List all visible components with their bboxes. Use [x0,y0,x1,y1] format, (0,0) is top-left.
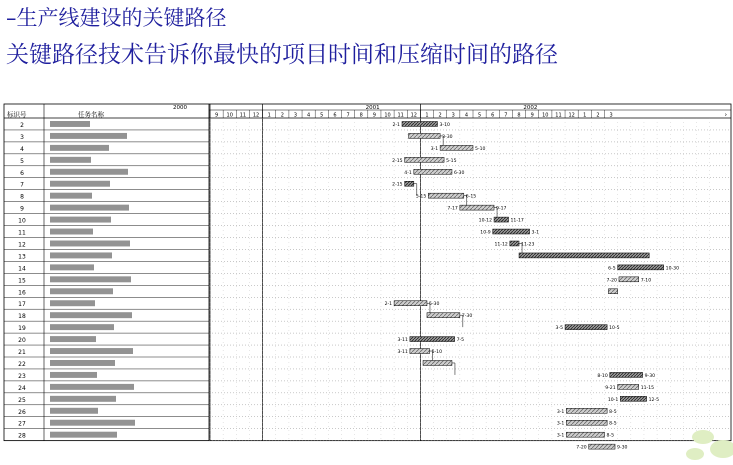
month-label: 10 [384,112,391,119]
task-name-blur [50,133,127,139]
task-name-blur [50,372,97,378]
bar-start-label: 3-1 [430,146,439,152]
task-name-blur [50,276,131,282]
row-id: 10 [18,217,26,225]
task-name-blur [50,193,92,199]
row-id: 16 [18,289,26,297]
month-label: 11 [239,112,247,119]
row-id: 14 [18,265,26,273]
row-id: 5 [20,157,24,165]
row-id: 20 [18,337,26,345]
bar-end-label: 11-23 [521,242,535,248]
bar-end-label: 5-30 [428,302,440,308]
decor-blob [710,440,733,458]
bar-end-label: 7-30 [461,314,473,320]
task-bar [410,349,430,354]
row-id: 26 [18,408,26,416]
bar-end-label: 3-10 [439,122,450,128]
task-name-blur [50,324,114,330]
month-label: 12 [410,112,418,119]
bar-end-label: 9-17 [496,206,507,212]
task-name-blur [50,181,110,187]
month-label: 8 [517,112,521,119]
bar-end-label: 3-1 [531,230,540,236]
task-name-blur [50,384,134,390]
row-id: 21 [18,349,26,356]
task-name-blur [50,336,96,342]
month-label: 9 [530,112,534,119]
bar-start-label: 3-5 [555,326,564,332]
month-label: 3 [451,112,455,119]
task-name-blur [50,121,90,127]
bar-end-label: 9-30 [617,445,628,451]
bar-end-label: 7-10 [640,278,652,284]
month-label: 11 [397,112,404,119]
task-bar [493,229,530,234]
row-id: 24 [18,384,26,392]
bar-start-label: 4-1 [404,170,412,176]
bar-end-label: 5-15 [446,158,457,164]
month-label: 9 [372,112,376,119]
bar-start-label: 9-21 [605,385,616,391]
task-bar [405,157,444,162]
task-name-blur [50,312,132,318]
task-bar [618,265,664,270]
task-bar [410,337,455,342]
row-id: 19 [18,325,26,333]
bar-end-label: 12-5 [648,397,660,403]
bar-start-label: 5-15 [415,194,427,200]
month-label: 12 [568,112,575,119]
bar-end-label: 6-15 [465,194,477,200]
task-name-blur [50,264,94,270]
bar-start-label: 7-20 [576,445,587,451]
bar-end-label: 10-5 [609,326,620,332]
task-bar [566,408,607,413]
task-bar [589,444,615,449]
row-id: 12 [18,241,26,249]
bar-end-label: 6-30 [453,170,465,176]
row-id: 7 [20,181,24,189]
task-name-blur [50,408,98,414]
month-label: 7 [504,112,508,119]
bar-start-label: 7-17 [447,206,458,212]
task-bar [566,432,604,437]
column-header-id: 标识号 [7,110,27,119]
task-bar [460,205,494,210]
task-name-blur [50,169,128,175]
month-label: 10 [542,112,549,119]
bar-end-label: 8-5 [606,433,615,439]
task-name-blur [50,145,109,151]
task-name-blur [50,288,113,294]
bar-start-label: 10-12 [478,218,493,224]
task-bar [510,241,519,246]
year-label: 2000 [173,105,187,112]
task-name-blur [50,217,111,223]
task-name-blur [50,157,91,163]
task-bar [566,420,607,425]
bar-start-label: 8-10 [597,373,608,379]
row-id: 28 [18,432,26,440]
row-id: 11 [18,229,26,237]
bar-end-label: 11-17 [510,218,524,224]
task-name-blur [50,348,133,354]
row-id: 18 [18,313,26,321]
task-bar [618,384,639,389]
month-label: 10 [226,112,233,119]
task-bar [610,372,643,377]
bar-end-label: 9-30 [644,373,656,379]
month-label: 2 [596,112,600,119]
month-label: 4 [307,112,311,119]
bar-end-label: 7-5 [456,338,465,344]
task-bar [405,181,414,186]
bar-end-label: 8-5 [609,409,617,415]
row-id: 15 [18,277,26,285]
task-bar [565,325,607,330]
task-bar [619,277,639,282]
task-bar [428,193,464,198]
task-name-blur [50,205,129,211]
month-label: 3 [609,112,613,119]
row-id: 2 [20,121,24,129]
gantt-frame [4,104,731,441]
bar-start-label: 3-1 [556,433,565,439]
month-label: 7 [346,112,350,119]
task-bar [620,396,646,401]
bar-start-label: 3-11 [397,350,408,355]
row-id: 23 [18,372,26,380]
task-bar [427,313,460,318]
month-label: 3 [293,112,298,119]
month-label: 2 [438,112,442,119]
bar-start-label: 2-1 [392,122,400,128]
task-bar [608,289,617,294]
task-name-blur [50,360,115,366]
row-id: 27 [18,420,26,428]
month-label: 12 [252,112,260,119]
task-name-blur [50,420,135,426]
month-label: 5 [477,112,482,119]
bar-start-label: 2-1 [384,302,393,308]
bar-end-label: 11-15 [640,385,655,391]
bar-end-label: 5-10 [475,146,486,152]
row-id: 25 [18,396,26,404]
task-name-blur [50,396,116,402]
bar-start-label: 2-15 [392,182,403,188]
bar-start-label: 2-15 [392,158,403,164]
row-id: 3 [20,133,24,141]
row-id: 4 [20,145,24,153]
month-label: 1 [267,112,271,119]
task-name-blur [50,300,95,306]
year-label: 2002 [523,105,538,112]
month-label: 11 [555,112,562,119]
month-label: 2 [280,112,284,119]
bar-end-label: 10-30 [665,266,680,272]
task-name-blur [50,252,112,258]
decor-blob [686,448,704,460]
row-id: 9 [20,205,24,213]
month-label: 1 [583,112,587,119]
slide-subtitle: 关键路径技术告诉你最快的项目时间和压缩时间的路径 [6,42,558,68]
year-label: 2001 [365,105,380,112]
month-label: 5 [320,112,324,119]
month-label: 8 [359,112,363,119]
month-label: 6 [333,112,337,119]
bar-start-label: 10-9 [480,230,491,236]
bar-end-label: 5-10 [431,350,443,355]
slide-title: –生产线建设的关键路径 [6,6,227,30]
column-header-task: 任务名称 [78,110,104,119]
task-bar [409,133,441,138]
scroll-arrow: › [724,111,727,119]
row-id: 17 [18,301,26,309]
row-id: 22 [18,360,26,368]
month-label: 9 [214,112,219,119]
bar-start-label: 10-1 [607,397,619,403]
month-label: 1 [425,112,429,119]
task-bar [394,301,427,306]
task-bar [440,145,473,150]
row-id: 13 [18,253,26,261]
decor-blob [692,430,714,444]
month-label: 4 [464,112,469,119]
bar-end-label: 8-5 [609,421,617,427]
row-id: 8 [20,193,24,201]
task-name-blur [50,229,93,235]
bar-start-label: 3-1 [556,409,565,415]
task-name-blur [50,432,117,438]
task-bar [519,253,649,258]
bar-start-label: 11-12 [494,242,508,248]
task-bar [494,217,508,222]
bar-start-label: 6-5 [608,266,616,272]
bar-start-label: 3-11 [397,338,408,344]
bar-end-label: 3-30 [442,134,453,140]
bar-start-label: 7-20 [606,278,617,284]
task-bar [402,122,438,127]
task-bar [414,169,452,174]
row-id: 6 [20,169,24,177]
bar-start-label: 3-1 [556,421,565,427]
task-name-blur [50,241,130,247]
task-bar [423,361,452,366]
month-label: 6 [491,112,495,119]
